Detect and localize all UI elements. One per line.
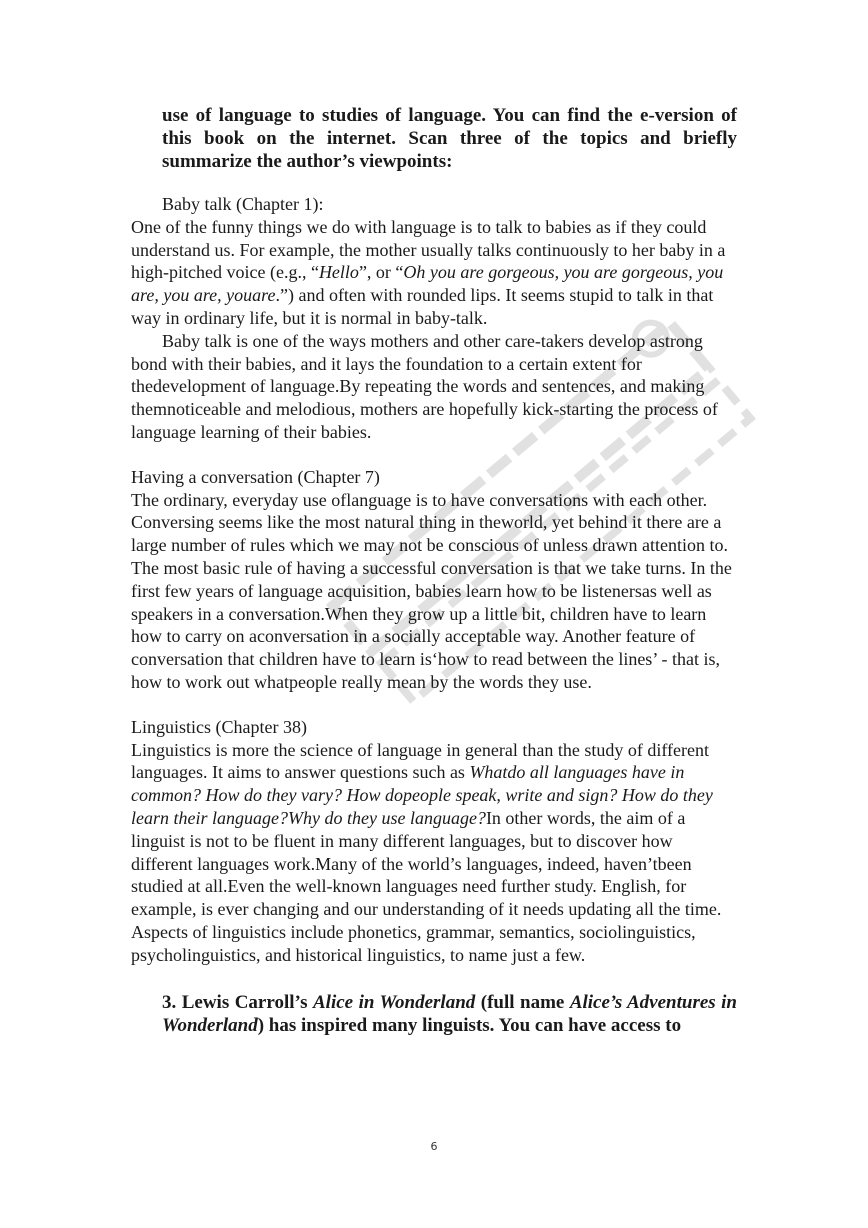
text-segment: .”) and often with rounded lips. It seems stupid to talk in that way in ordinary life, but it is normal in baby-talk. (131, 285, 714, 328)
document-body (131, 104, 737, 1037)
section-linguistics (131, 716, 737, 967)
sections-container (131, 193, 737, 967)
section-title: Linguistics (Chapter 38) (131, 716, 307, 737)
text-segment: ) has inspired many linguists. You can have access to (257, 1014, 682, 1036)
paragraph (131, 330, 737, 444)
section-title: Baby talk (Chapter 1): (162, 194, 324, 214)
text-segment: ”, or “ (358, 262, 404, 283)
spacer (131, 444, 737, 466)
question-intro: use of language to studies of language. You can find the e-version of this book on the internet. Scan three of the topics and briefly summarize the author’s viewpoints: (162, 105, 737, 172)
text-segment: One of the funny things we do with language is to talk to babies as if they could understand us. For example, the mother usually talks continuously to her baby in a high-pitched voice (e.g., “ (131, 216, 726, 283)
text-segment: Linguistics is more the science of language in general than the study of different languages. It aims to answer questions such as (131, 739, 709, 783)
spacer (131, 694, 737, 716)
page-number: 6 (430, 1140, 438, 1153)
italic-segment: Hello (318, 262, 359, 283)
italic-segment: Oh you are gorgeous, you are gorgeous, you are, you are, youare (131, 262, 724, 306)
text-segment: The ordinary, everyday use oflanguage is to have conversations with each other. Conversing seems like the most natural thing in theworld, yet behind it there are a large number of rules which we may not be conscious of unless drawn attention to. The most basic rule of having a successful conversation is that we take turns. In the first few years of language acquisition, babies learn how to be listenersas well as speakers in a conversation.When they grow up a little bit, children have to learn how to carry on aconversation in a socially acceptable way. Another feature of conversation that children have to learn is‘how to read between the lines’ - that is, how to work out whatpeople really mean by the words they use. (131, 489, 732, 692)
section-baby-talk (131, 193, 737, 444)
section-title: Having a conversation (Chapter 7) (131, 466, 380, 487)
text-segment: (full name (475, 991, 570, 1013)
italic-segment: Whatdo all languages have in common? How do they vary? How dopeople speak, write and sign? How do they learn their language?Why do they use language? (131, 762, 713, 828)
text-segment: 3. Lewis Carroll’s (162, 991, 313, 1013)
text-segment: Baby talk is one of the ways mothers and other care-takers develop astrong bond with their babies, and it lays the foundation to a certain extent for thedevelopment of language.By repeating the words and sentences, and making themnoticeable and melodious, mothers are hopefully kick-starting the process of language learning of their babies. (131, 330, 718, 442)
italic-segment: Alice’s Adventures in Wonderland (162, 991, 737, 1036)
paragraph (131, 489, 737, 694)
italic-segment: Alice in Wonderland (313, 991, 476, 1013)
question-3 (162, 991, 737, 1037)
text-segment: In other words, the aim of a linguist is not to be fluent in many different languages, but to discover how different languages work.Many of the world’s languages, indeed, haven’tbeen studied at all.Even the well-known languages need further study. English, for example, is ever changing and our understanding of it needs updating all the time. Aspects of linguistics include phonetics, grammar, semantics, sociolinguistics, psycholinguistics, and historical linguistics, to name just a few. (131, 807, 722, 965)
section-conversation (131, 466, 737, 694)
paragraph (131, 216, 737, 330)
paragraph (131, 739, 737, 967)
